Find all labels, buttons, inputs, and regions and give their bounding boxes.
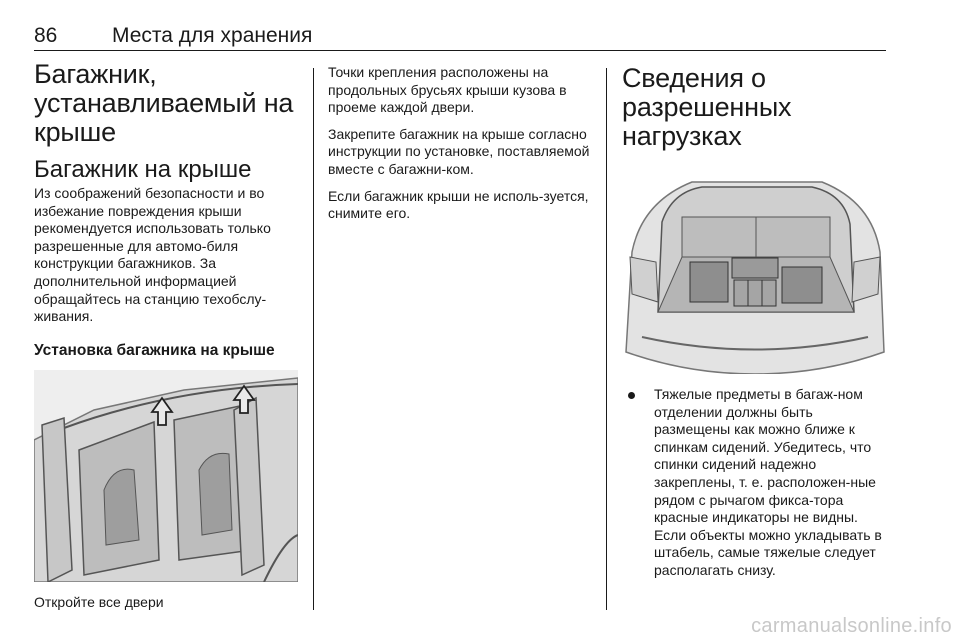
bullet-text: Тяжелые предметы в багаж-ном отделении должны быть размещены как можно ближе к спинкам сидений. Убедитесь, что спинки сидений надежно закреплены, т. е. расположен-ные рядом с рычагом фикса-тора красные индикаторы не видны. Если объекты можно укладывать в штабель, самые тяжелые следует располагать снизу. (654, 386, 882, 578)
watermark: carmanualsonline.info (751, 615, 952, 637)
column-divider-2 (606, 68, 607, 610)
column-roof-rack-continued (328, 64, 596, 223)
paragraph-install-instructions: Закрепите багажник на крыше согласно инструкции по установке, поставляемой вместе с багажни-ком. (328, 125, 590, 177)
chapter-title: Места для хранения (112, 24, 313, 47)
subsection-title: Багажник на крыше (34, 156, 252, 183)
header-rule (34, 50, 886, 51)
trunk-loading-illustration (622, 162, 888, 374)
trunk-image (622, 162, 888, 374)
bullet-icon (628, 392, 635, 399)
column-load-info (622, 63, 888, 578)
car-doors-image (34, 370, 298, 582)
column-roof-rack (34, 59, 302, 610)
section-title-roof-rack: Багажник, устанавливаемый на крыше (34, 59, 294, 147)
column-divider-1 (313, 68, 314, 610)
bullet-item-heavy-items (622, 386, 888, 580)
open-doors-illustration (34, 370, 298, 582)
figure-caption: Откройте все двери (34, 594, 164, 610)
page-header (34, 20, 886, 52)
paragraph-remove-rack: Если багажник крыши не исполь-зуется, снимите его. (328, 187, 589, 222)
step-heading: Установка багажника на крыше (34, 341, 275, 359)
paragraph-attachment-points: Точки крепления расположены на продольных брусьях крыши кузова в проеме каждой двери. (328, 64, 567, 116)
section-title-load-info: Сведения о разрешенных нагрузках (622, 63, 792, 151)
page-number: 86 (34, 24, 58, 47)
intro-paragraph: Из соображений безопасности и во избежание повреждения крыши рекомендуется использовать только разрешенные для автомо-биля конструкции багажников. За дополнительной информацией обращайтесь на станцию техобслу-живания. (34, 185, 271, 325)
